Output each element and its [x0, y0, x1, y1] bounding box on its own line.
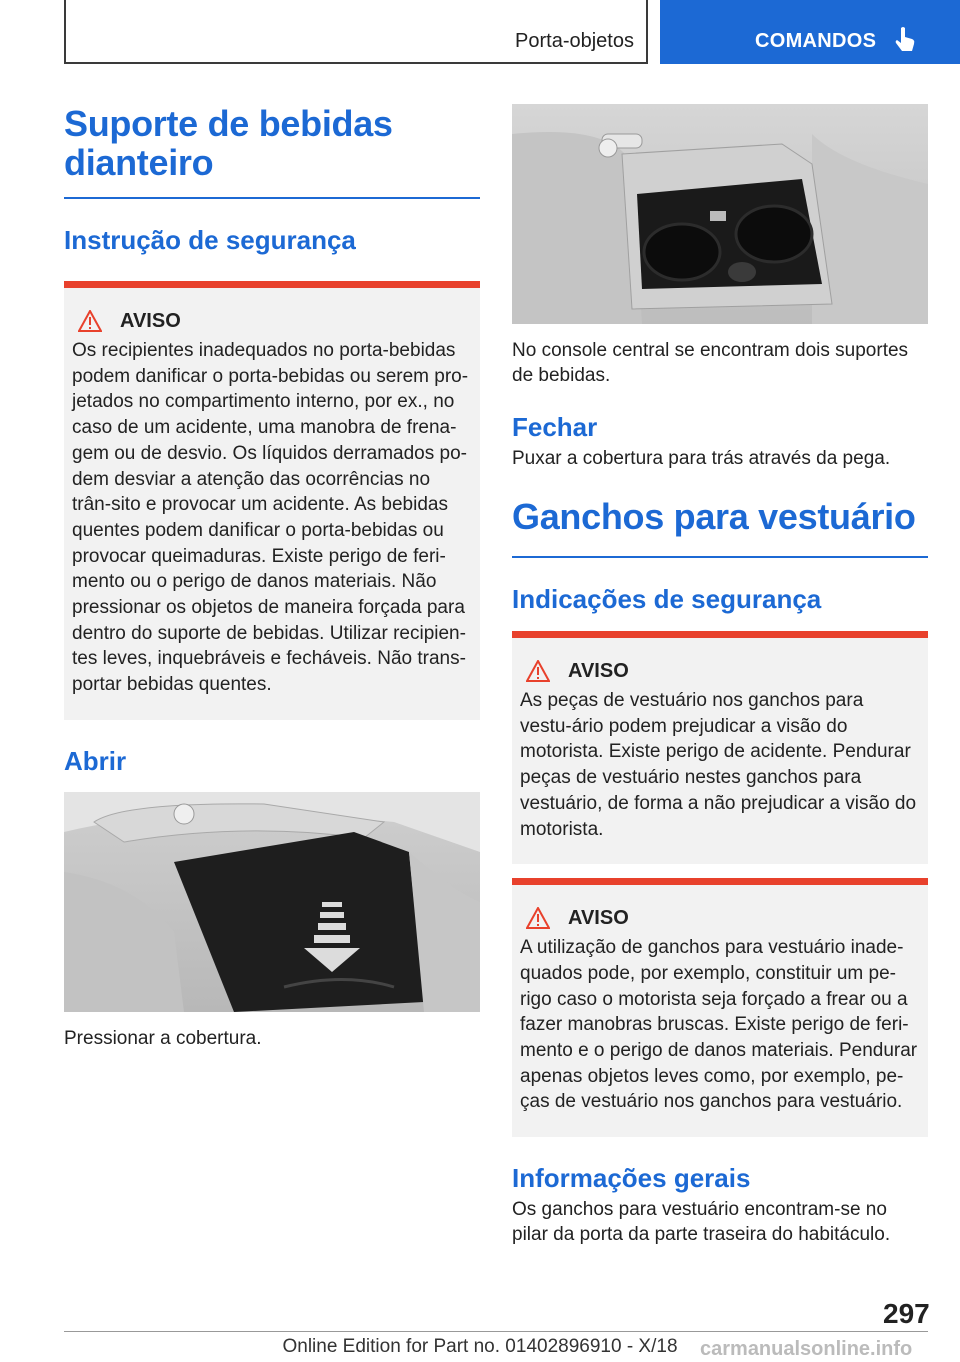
close-heading: Fechar	[512, 412, 598, 442]
watermark: carmanualsonline.info	[700, 1338, 913, 1360]
header-section-title: Porta-objetos	[515, 30, 634, 52]
warning-box	[64, 281, 480, 720]
right-column	[512, 104, 928, 1247]
page-title: Suporte de bebidas dianteiro	[64, 103, 393, 183]
hooks-safety-heading: Indicações de segurança	[512, 584, 822, 614]
close-text: Puxar a cobertura para trás através da pega.	[512, 448, 891, 469]
warning-label: AVISO	[568, 659, 629, 682]
warning-text: A utilização de ganchos para vestuário inade-quados pode, por exemplo, constituir um pe-rigo caso o motorista seja forçado a frear ou a fazer manobras bruscas. Existe perigo de feri-mento e o perigo de danos materiais. Pendurar apenas objetos leves como, por exemplo, pe-ças de vestuário nos ganchos para vestuário.	[520, 937, 918, 1113]
title-divider	[64, 197, 480, 199]
hooks-divider	[512, 556, 928, 558]
warning-triangle-icon	[78, 310, 102, 332]
warning-triangle-icon	[526, 907, 550, 929]
header-chapter-label: COMANDOS	[755, 30, 877, 52]
open-heading: Abrir	[64, 745, 127, 776]
warning-box-2	[512, 878, 928, 1137]
page-number: 297	[883, 1298, 930, 1329]
warning-label: AVISO	[120, 309, 181, 332]
hooks-title: Ganchos para vestuário	[512, 496, 916, 537]
open-caption: Pressionar a cobertura.	[64, 1027, 262, 1049]
hand-pointer-icon	[894, 26, 916, 52]
cupholder-photo	[512, 104, 928, 324]
warning-text: Os recipientes inadequados no porta-bebidas podem danificar o porta-bebidas ou serem pro-jetados no compartimento interno, por ex., no caso de um acidente, uma manobra de frena-gem ou de desvio. Os líquidos derramados po-dem desviar a atenção das ocorrências no trân-sito e provocar um acidente. As bebidas quentes podem danificar o porta-bebidas ou provocar queimaduras. Existe perigo de feri-mento ou o perigo de danos materiais. Não pressionar os objetos de maneira forçada para dentro do suporte de bebidas. Utilizar recipien-tes leves, inquebráveis e fecháveis. Não trans-portar bebidas quentes.	[72, 340, 469, 696]
warning-triangle-icon	[526, 660, 550, 682]
header-section-box	[64, 0, 648, 64]
footer-divider	[64, 1331, 928, 1332]
edition-text: Online Edition for Part no. 01402896910 - X/18	[282, 1336, 678, 1357]
console-open-photo	[64, 792, 480, 1012]
warning-text: As peças de vestuário nos ganchos para vestu-ário podem prejudicar a visão do motorista. Existe perigo de acidente. Pendurar peças de vestuário nestes ganchos para vestuário, de forma a não prejudicar a visão do motorista.	[520, 690, 917, 840]
console-caption: No console central se encontram dois suportes de bebidas.	[512, 340, 909, 386]
safety-heading: Instrução de segurança	[64, 225, 356, 255]
general-heading: Informações gerais	[512, 1163, 751, 1194]
warning-box-1	[512, 631, 928, 864]
left-column	[64, 104, 480, 1051]
general-text: Os ganchos para vestuário encontram-se no pilar da porta da parte traseira do habitáculo.	[512, 1199, 891, 1246]
header-chapter-tab[interactable]	[660, 0, 960, 64]
warning-label: AVISO	[568, 906, 629, 929]
